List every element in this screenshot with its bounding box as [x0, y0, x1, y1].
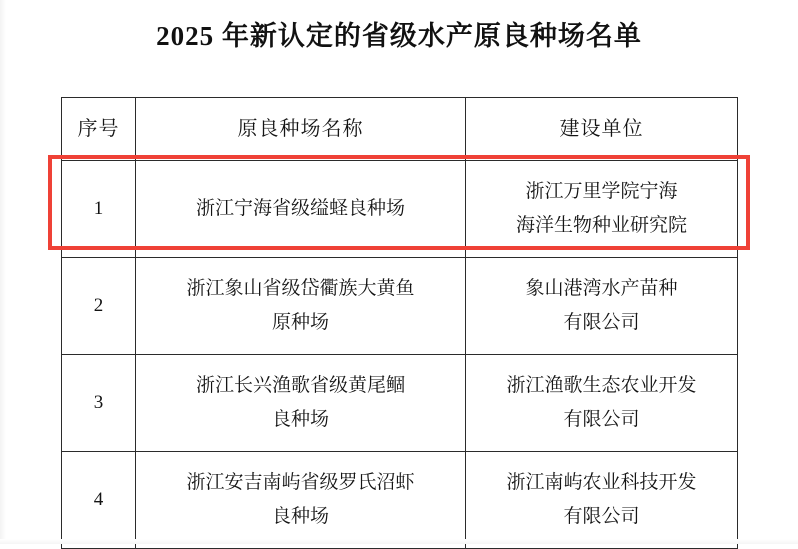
page-edge-shade-bottom	[0, 539, 798, 544]
cell-line: 浙江象山省级岱衢族大黄鱼	[186, 278, 415, 299]
cell-no: 3	[62, 355, 136, 452]
cell-line: 有限公司	[563, 312, 640, 333]
cell-no: 1	[62, 161, 136, 258]
cell-line: 象山港湾水产苗种	[525, 278, 678, 299]
column-header-unit: 建设单位	[466, 98, 738, 161]
cell-line: 原种场	[271, 312, 329, 333]
cell-unit-lines	[470, 175, 733, 243]
cell-line: 良种场	[271, 409, 329, 430]
page-edge-shade-left	[0, 0, 6, 544]
cell-unit-lines	[470, 369, 733, 437]
page-title: 2025 年新认定的省级水产原良种场名单	[156, 21, 642, 51]
cell-line: 浙江南屿农业科技开发	[506, 472, 697, 493]
cell-line: 浙江万里学院宁海	[525, 181, 678, 202]
cell-name-lines	[140, 369, 461, 437]
cell-unit	[466, 161, 738, 258]
cell-name-lines	[140, 192, 461, 226]
cell-name-lines	[140, 466, 461, 534]
cell-no: 2	[62, 258, 136, 355]
table-body	[62, 161, 738, 549]
table-row	[62, 452, 738, 549]
cell-no: 4	[62, 452, 136, 549]
cell-unit-lines	[470, 466, 733, 534]
cell-name	[136, 355, 466, 452]
table-row	[62, 258, 738, 355]
table-container	[61, 97, 737, 549]
table-row	[62, 355, 738, 452]
cell-name-lines	[140, 272, 461, 340]
cell-unit	[466, 355, 738, 452]
cell-unit	[466, 258, 738, 355]
cell-line: 良种场	[271, 506, 329, 527]
cell-line: 浙江渔歌生态农业开发	[506, 375, 697, 396]
cell-line: 浙江长兴渔歌省级黄尾鲴	[195, 375, 405, 396]
table-header-row	[62, 98, 738, 161]
table-header	[62, 98, 738, 161]
cell-name	[136, 258, 466, 355]
cell-line: 浙江安吉南屿省级罗氏沼虾	[186, 472, 415, 493]
column-header-no: 序号	[62, 98, 136, 161]
cell-unit-lines	[470, 272, 733, 340]
cell-line: 有限公司	[563, 506, 640, 527]
cell-line: 有限公司	[563, 409, 640, 430]
table-row	[62, 161, 738, 258]
species-farm-table	[61, 97, 738, 549]
cell-name	[136, 161, 466, 258]
cell-line: 海洋生物种业研究院	[515, 215, 687, 236]
cell-line: 浙江宁海省级缢蛏良种场	[195, 198, 405, 219]
column-header-name: 原良种场名称	[136, 98, 466, 161]
cell-name	[136, 452, 466, 549]
cell-unit	[466, 452, 738, 549]
